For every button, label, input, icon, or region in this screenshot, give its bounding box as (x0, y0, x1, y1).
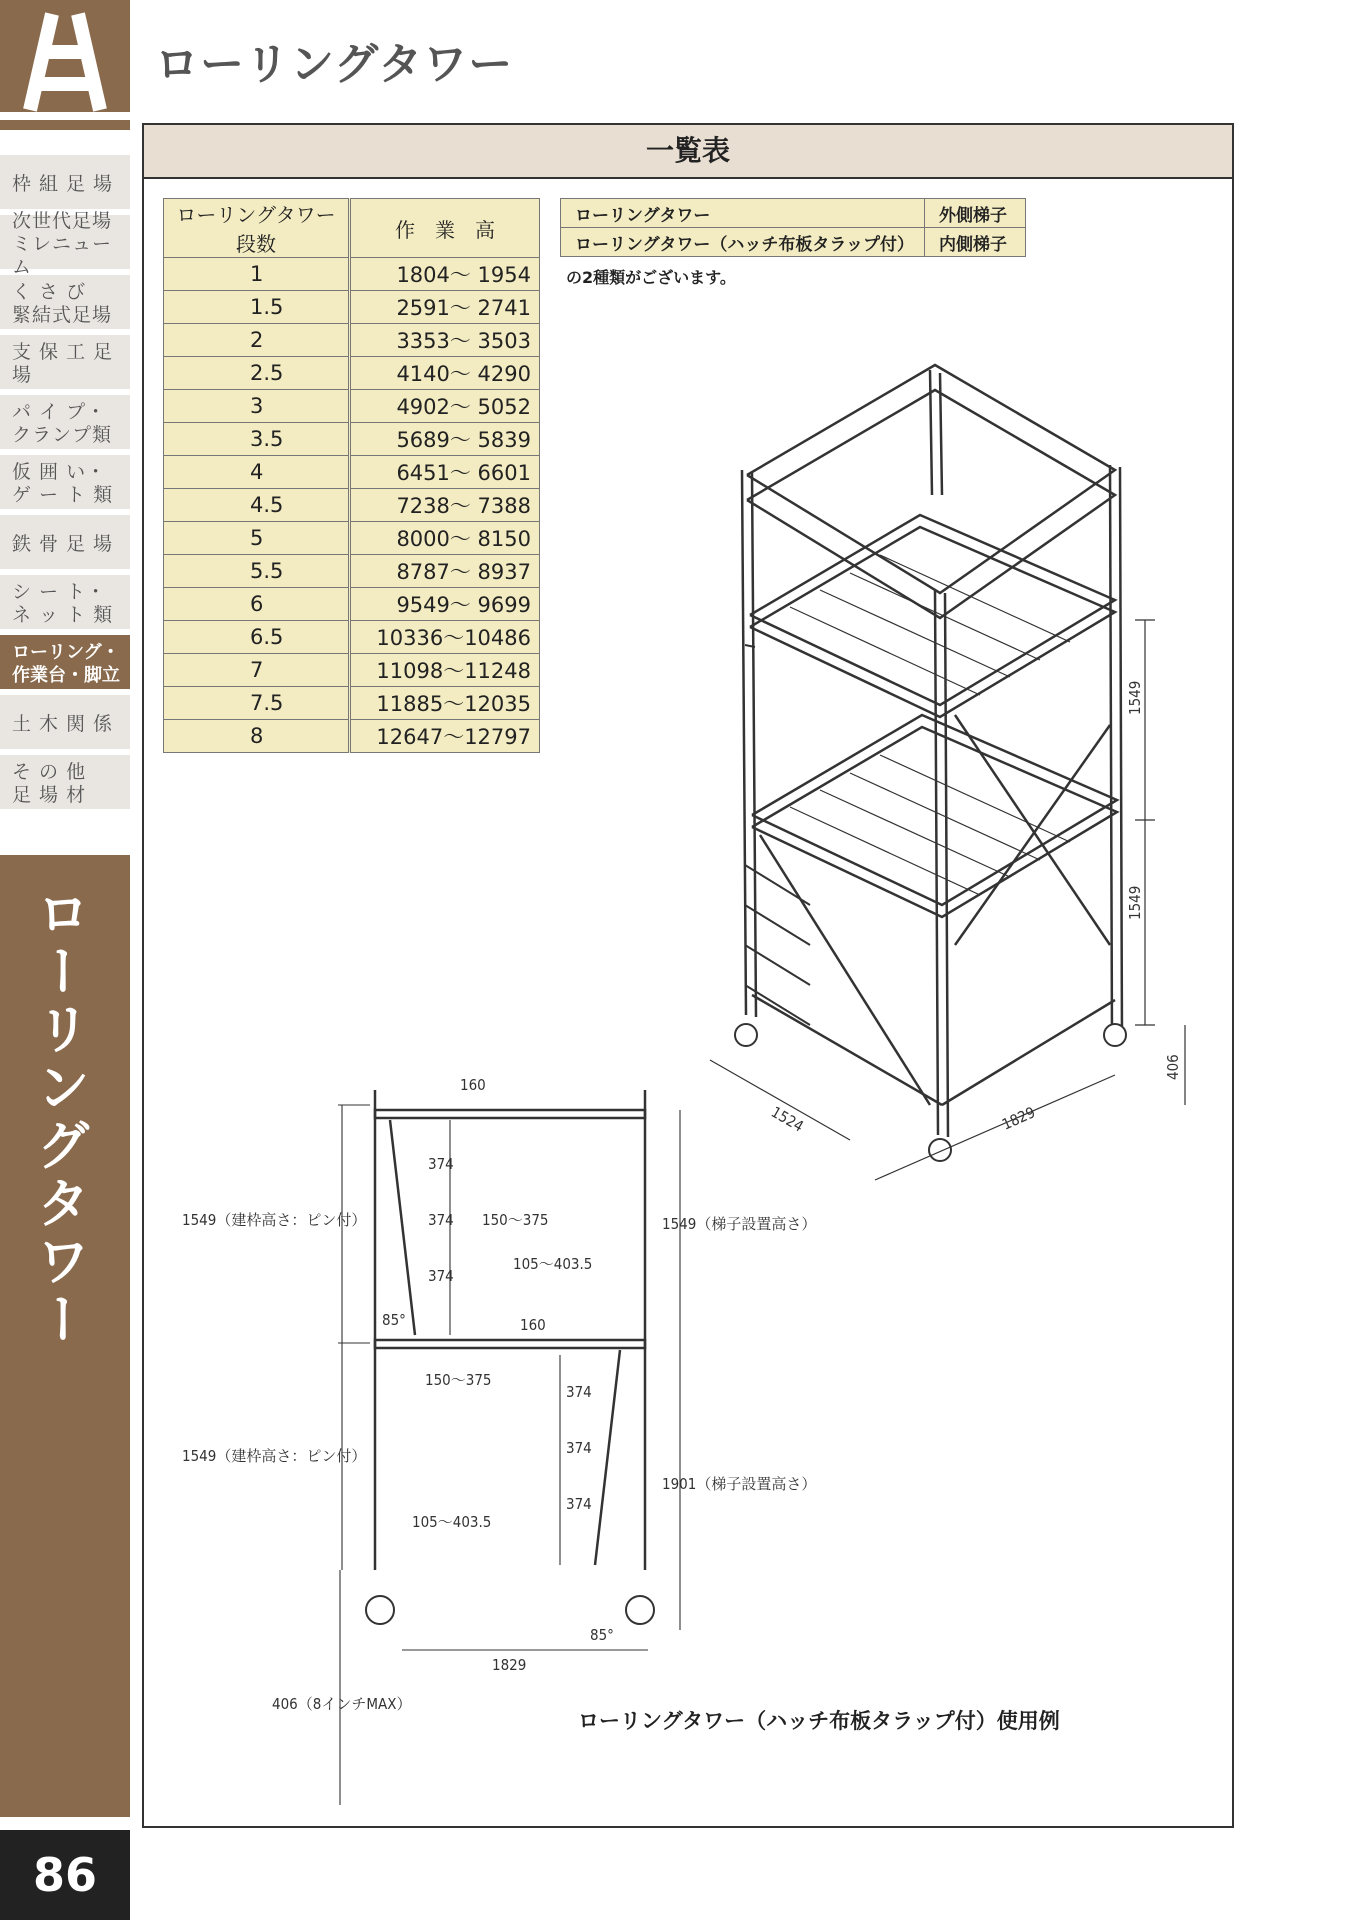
stage-cell: 3.5 (164, 423, 350, 456)
dim-step-top-1: 374 (428, 1155, 454, 1173)
section-side-label (0, 855, 130, 1817)
stage-cell: 2 (164, 324, 350, 357)
work-height-cell: 6451～ 6601 (350, 456, 540, 489)
stage-cell: 4.5 (164, 489, 350, 522)
nav-item-label: クランプ類 (12, 424, 113, 446)
type-name-cell: ローリングタワー (561, 199, 925, 228)
dim-frame-h-upper: 1549（建枠高さ：ピン付） (182, 1211, 367, 1229)
table-row (164, 621, 540, 654)
table-header-row (164, 199, 540, 258)
table-row (164, 456, 540, 489)
tower-height-table (163, 198, 540, 753)
nav-item-label: 足 場 材 (12, 784, 87, 806)
nav-item[interactable] (0, 335, 130, 389)
dim-width: 1524 (768, 1102, 807, 1136)
nav-item-label: 支保工足場 (12, 341, 121, 386)
stage-cell: 1 (164, 258, 350, 291)
stage-cell: 4 (164, 456, 350, 489)
stage-cell: 1.5 (164, 291, 350, 324)
table-row (164, 390, 540, 423)
nav-item-label: 緊結式足場 (12, 304, 113, 326)
nav-item-label: ミレニューム (12, 232, 113, 278)
nav-item[interactable] (0, 155, 130, 209)
stage-cell: 5.5 (164, 555, 350, 588)
side-label-text: ローリングタワー (28, 885, 91, 1349)
dim-base: 406 (1164, 1054, 1182, 1080)
tower-type-table (560, 198, 1026, 257)
section-nav (0, 155, 130, 815)
nav-item[interactable] (0, 635, 130, 689)
dim-h1: 1549 (1126, 680, 1144, 715)
stage-cell: 7.5 (164, 687, 350, 720)
nav-item-label: 作業台・脚立 (12, 665, 120, 686)
nav-item-label: ローリング・ (12, 642, 120, 663)
dim-range-upper: 105～403.5 (513, 1255, 593, 1273)
ladder-type-cell: 内側梯子 (925, 228, 1026, 257)
figure-caption: ローリングタワー（ハッチ布板タラップ付）使用例 (578, 1709, 1060, 1733)
dim-length: 1829 (999, 1103, 1039, 1134)
table-row (164, 423, 540, 456)
page-title: ローリングタワー (155, 39, 514, 90)
side-elevation-drawing (170, 1065, 870, 1815)
nav-item[interactable] (0, 395, 130, 449)
table-row (561, 199, 1026, 228)
work-height-cell: 12647～12797 (350, 720, 540, 753)
work-height-cell: 5689～ 5839 (350, 423, 540, 456)
table-row (164, 291, 540, 324)
dim-offset-upper: 150～375 (482, 1211, 549, 1229)
table-row (164, 720, 540, 753)
work-height-cell: 4902～ 5052 (350, 390, 540, 423)
dim-span: 1829 (492, 1656, 527, 1674)
header-work-height: 作 業 高 (350, 199, 540, 258)
work-height-cell: 7238～ 7388 (350, 489, 540, 522)
work-height-cell: 3353～ 3503 (350, 324, 540, 357)
stage-cell: 5 (164, 522, 350, 555)
stage-cell: 2.5 (164, 357, 350, 390)
nav-item-label: く さ び (12, 281, 87, 303)
dim-step-bottom-2: 374 (566, 1439, 592, 1457)
ladder-logo-icon (0, 0, 130, 130)
nav-item-label: ネ ッ ト 類 (12, 604, 114, 626)
work-height-cell: 2591～ 2741 (350, 291, 540, 324)
panel-title: 一覧表 (144, 125, 1232, 179)
nav-item-label: 仮 囲 い・ (12, 461, 107, 483)
nav-item[interactable] (0, 695, 130, 749)
table-row (164, 654, 540, 687)
nav-item[interactable] (0, 515, 130, 569)
nav-item-label: シ ー ト・ (12, 581, 107, 603)
stage-cell: 6 (164, 588, 350, 621)
work-height-cell: 8787～ 8937 (350, 555, 540, 588)
nav-item-label: ゲ ー ト 類 (12, 484, 114, 506)
dim-angle-lower: 85° (590, 1626, 614, 1644)
dim-offset-lower: 150～375 (425, 1371, 492, 1389)
table-row (164, 588, 540, 621)
stage-cell: 8 (164, 720, 350, 753)
table-row (164, 522, 540, 555)
nav-item-label: 枠組足場 (12, 172, 121, 195)
dim-step-top-2: 374 (428, 1211, 454, 1229)
table-row (164, 324, 540, 357)
stage-cell: 3 (164, 390, 350, 423)
section-logo (0, 0, 130, 130)
page-number-box (0, 1830, 130, 1920)
table-row (164, 489, 540, 522)
work-height-cell: 11098～11248 (350, 654, 540, 687)
dim-caster: 406（8インチMAX） (272, 1695, 412, 1713)
dim-step-bottom-3: 374 (566, 1495, 592, 1513)
work-height-cell: 1804～ 1954 (350, 258, 540, 291)
dim-frame-h-lower: 1549（建枠高さ：ピン付） (182, 1447, 367, 1465)
nav-item[interactable] (0, 755, 130, 809)
work-height-cell: 9549～ 9699 (350, 588, 540, 621)
nav-item[interactable] (0, 209, 130, 278)
nav-item[interactable] (0, 455, 130, 509)
table-row (164, 258, 540, 291)
nav-item[interactable] (0, 575, 130, 629)
page-number: 86 (32, 1848, 97, 1902)
dim-step-bottom-1: 374 (566, 1383, 592, 1401)
dim-ladder-h-lower: 1901（梯子設置高さ） (662, 1475, 817, 1493)
dim-step-top-3: 374 (428, 1267, 454, 1285)
dim-range-lower: 105～403.5 (412, 1513, 492, 1531)
types-note: の2種類がございます。 (566, 268, 736, 287)
table-row (164, 555, 540, 588)
nav-item-label: そ の 他 (12, 761, 87, 783)
table-row (164, 357, 540, 390)
table-row (561, 228, 1026, 257)
header-stages: ローリングタワー段数 (164, 199, 350, 258)
stage-cell: 7 (164, 654, 350, 687)
dim-h2: 1549 (1126, 885, 1144, 920)
stage-cell: 6.5 (164, 621, 350, 654)
nav-item-label: 鉄骨足場 (12, 532, 121, 555)
nav-item-label: 次世代足場 (12, 209, 113, 232)
type-name-cell: ローリングタワー（ハッチ布板タラップ付） (561, 228, 925, 257)
nav-item-label: パ イ プ・ (12, 401, 107, 423)
work-height-cell: 10336～10486 (350, 621, 540, 654)
work-height-cell: 8000～ 8150 (350, 522, 540, 555)
work-height-cell: 4140～ 4290 (350, 357, 540, 390)
dim-ladder-h-upper: 1549（梯子設置高さ） (662, 1215, 817, 1233)
dim-mid-gap: 160 (520, 1316, 546, 1334)
ladder-type-cell: 外側梯子 (925, 199, 1026, 228)
work-height-cell: 11885～12035 (350, 687, 540, 720)
dim-angle-upper: 85° (382, 1311, 406, 1329)
dim-top-gap: 160 (460, 1076, 486, 1094)
nav-item-label: 土木関係 (12, 712, 121, 735)
nav-item[interactable] (0, 275, 130, 329)
table-row (164, 687, 540, 720)
